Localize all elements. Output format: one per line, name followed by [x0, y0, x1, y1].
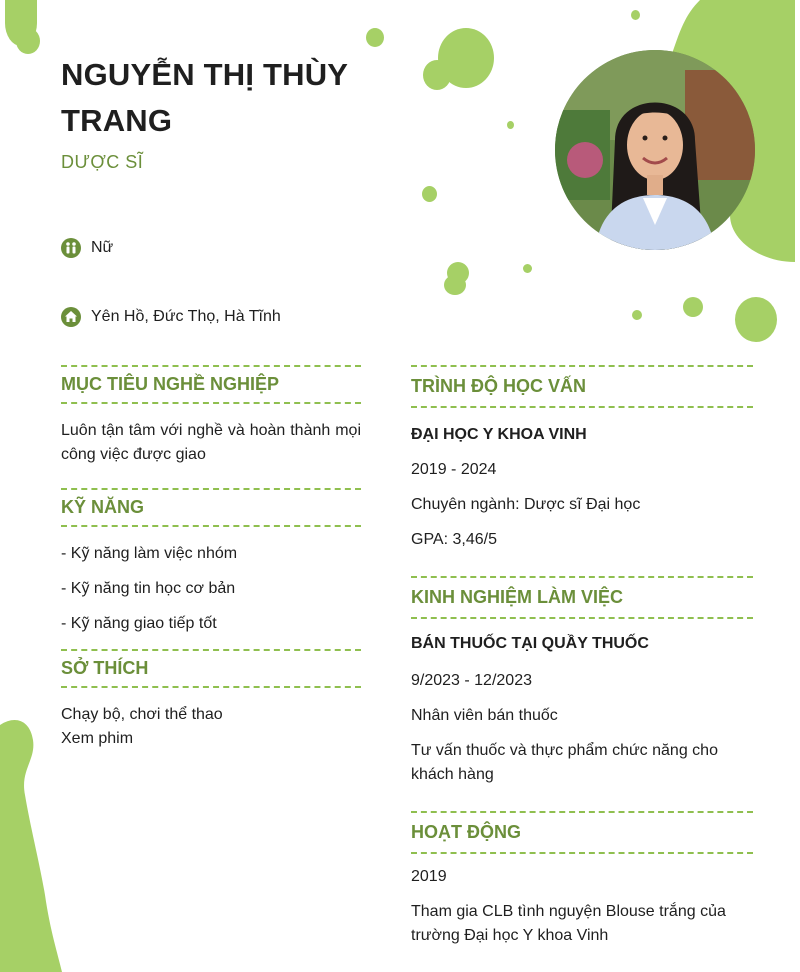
activity-desc: Tham gia CLB tình nguyện Blouse trắng của trường Đại học Y khoa Vinh: [411, 903, 726, 944]
experience-desc: Tư vấn thuốc và thực phẩm chức năng cho khách hàng: [411, 742, 718, 783]
profile-photo: [555, 50, 755, 250]
hobby-item: Xem phim: [61, 730, 134, 747]
gender-text: Nữ: [91, 239, 114, 256]
gender-row: [61, 238, 113, 258]
school-name: ĐẠI HỌC Y KHOA VINH: [411, 426, 587, 443]
activities-section: [411, 811, 753, 948]
activities-heading: HOẠT ĐỘNG: [411, 811, 753, 854]
skills-section: [61, 488, 361, 636]
skill-item: - Kỹ năng tin học cơ bản: [61, 580, 236, 597]
experience-period: 9/2023 - 12/2023: [411, 672, 532, 689]
education-heading: TRÌNH ĐỘ HỌC VẤN: [411, 365, 753, 408]
objective-heading: MỤC TIÊU NGHỀ NGHIỆP: [61, 365, 361, 404]
experience-role: Nhân viên bán thuốc: [411, 707, 558, 724]
education-major: Chuyên ngành: Dược sĩ Đại học: [411, 496, 641, 513]
objective-section: [61, 365, 361, 467]
address-row: [61, 307, 281, 327]
experience-section: [411, 576, 753, 787]
skill-item: - Kỹ năng giao tiếp tốt: [61, 615, 217, 632]
experience-heading: KINH NGHIỆM LÀM VIỆC: [411, 576, 753, 619]
skill-item: - Kỹ năng làm việc nhóm: [61, 545, 238, 562]
hobby-item: Chạy bộ, chơi thể thao: [61, 706, 223, 723]
gender-icon: [61, 238, 81, 258]
address-text: Yên Hồ, Đức Thọ, Hà Tĩnh: [91, 308, 281, 325]
education-period: 2019 - 2024: [411, 461, 497, 478]
skills-heading: KỸ NĂNG: [61, 488, 361, 527]
activity-year: 2019: [411, 868, 447, 885]
hobbies-section: [61, 649, 361, 751]
education-gpa: GPA: 3,46/5: [411, 531, 497, 548]
hobbies-heading: SỞ THÍCH: [61, 649, 361, 688]
education-section: [411, 365, 753, 552]
decor-blob-bottomleft: [0, 715, 70, 972]
objective-text: Luôn tận tâm với nghề và hoàn thành mọi công việc được giao: [61, 422, 361, 463]
candidate-name: NGUYỄN THỊ THÙY TRANG: [61, 57, 348, 138]
experience-place: BÁN THUỐC TẠI QUẦY THUỐC: [411, 635, 649, 652]
home-icon: [61, 307, 81, 327]
job-title: DƯỢC SĨ: [61, 152, 144, 172]
